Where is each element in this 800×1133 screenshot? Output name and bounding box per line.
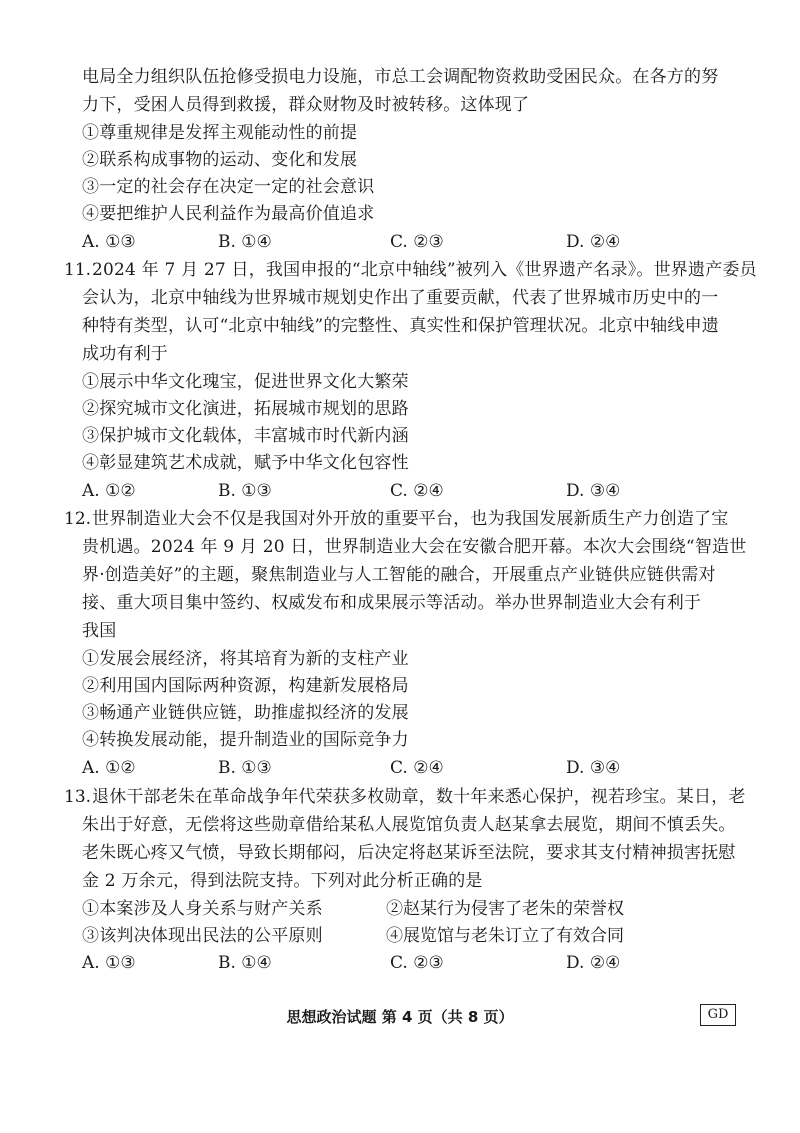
question-stem-line: 电局全力组织队伍抢修受损电力设施，市总工会调配物资救助受困民众。在各方的努 <box>82 67 719 87</box>
choice-b: B. ①④ <box>218 953 272 973</box>
question-stem-line: 金 2 万余元，得到法院支持。下列对此分析正确的是 <box>82 871 483 891</box>
choice-d: D. ②④ <box>566 232 621 252</box>
option-item: ④展览馆与老朱订立了有效合同 <box>386 926 624 946</box>
option-item: ①发展会展经济，将其培育为新的支柱产业 <box>82 649 409 669</box>
choice-b: B. ①④ <box>218 232 272 252</box>
option-item: ②联系构成事物的运动、变化和发展 <box>82 150 358 170</box>
option-item: ①本案涉及人身关系与财产关系 <box>82 899 323 919</box>
option-item: ④要把维护人民利益作为最高价值追求 <box>82 204 375 224</box>
choice-a: A. ①② <box>82 758 136 778</box>
question-stem-line: 成功有利于 <box>82 344 168 364</box>
option-item: ③一定的社会存在决定一定的社会意识 <box>82 177 375 197</box>
question-stem-line: 接、重大项目集中签约、权威发布和成果展示等活动。举办世界制造业大会有利于 <box>82 593 702 613</box>
question-stem-line: 界·创造美好”的主题，聚焦制造业与人工智能的融合，开展重点产业链供应链供需对 <box>82 565 716 585</box>
question-stem-line: 世界制造业大会不仅是我国对外开放的重要平台，也为我国发展新质生产力创造了宝 <box>92 509 729 529</box>
choice-c: C. ②④ <box>390 481 444 501</box>
question-stem-line: 贵机遇。2024 年 9 月 20 日，世界制造业大会在安徽合肥开幕。本次大会围绕“智造世 <box>82 537 747 557</box>
option-item: ③畅通产业链供应链，助推虚拟经济的发展 <box>82 703 409 723</box>
choice-c: C. ②③ <box>390 232 444 252</box>
question-stem-line: 会认为，北京中轴线为世界城市规划史作出了重要贡献，代表了世界城市历史中的一 <box>82 288 719 308</box>
question-number: 11. <box>64 260 92 280</box>
question-stem-line: 力下，受困人员得到救援，群众财物及时被转移。这体现了 <box>82 95 530 115</box>
option-item: ①展示中华文化瑰宝，促进世界文化大繁荣 <box>82 372 409 392</box>
question-number: 12. <box>64 509 92 529</box>
answer-choices <box>82 229 762 255</box>
choice-b: B. ①③ <box>218 481 272 501</box>
region-badge: GD <box>700 1004 736 1026</box>
choice-d: D. ③④ <box>566 758 621 778</box>
answer-choices <box>82 950 762 976</box>
option-item: ③该判决体现出民法的公平原则 <box>82 926 323 946</box>
option-item: ④转换发展动能，提升制造业的国际竞争力 <box>82 730 409 750</box>
question-stem-line: 种特有类型，认可“北京中轴线”的完整性、真实性和保护管理状况。北京中轴线申遗 <box>82 316 719 336</box>
answer-choices <box>82 478 762 504</box>
question-stem-line: 退休干部老朱在革命战争年代荣获多枚勋章，数十年来悉心保护，视若珍宝。某日，老 <box>92 787 746 807</box>
question-stem-line: 朱出于好意，无偿将这些勋章借给某私人展览馆负责人赵某拿去展览，期间不慎丢失。 <box>82 815 736 835</box>
choice-d: D. ③④ <box>566 481 621 501</box>
option-item: ②赵某行为侵害了老朱的荣誉权 <box>386 899 624 919</box>
option-item: ①尊重规律是发挥主观能动性的前提 <box>82 123 358 143</box>
option-item: ③保护城市文化载体，丰富城市时代新内涵 <box>82 426 409 446</box>
option-item: ④彰显建筑艺术成就，赋予中华文化包容性 <box>82 453 409 473</box>
answer-choices <box>82 755 762 781</box>
choice-c: C. ②③ <box>390 953 444 973</box>
choice-d: D. ②④ <box>566 953 621 973</box>
question-stem-line: 我国 <box>82 621 117 641</box>
choice-b: B. ①③ <box>218 758 272 778</box>
question-stem-line: 老朱既心疼又气愤，导致长期郁闷，后决定将赵某诉至法院，要求其支付精神损害抚慰 <box>82 843 736 863</box>
option-item: ②利用国内国际两种资源，构建新发展格局 <box>82 676 409 696</box>
choice-a: A. ①② <box>82 481 136 501</box>
question-stem-line: 2024 年 7 月 27 日，我国申报的“北京中轴线”被列入《世界遗产名录》。世界遗产委员 <box>92 260 757 280</box>
question-number: 13. <box>64 787 92 807</box>
choice-a: A. ①③ <box>82 232 136 252</box>
option-item: ②探究城市文化演进，拓展城市规划的思路 <box>82 399 409 419</box>
choice-a: A. ①③ <box>82 953 136 973</box>
choice-c: C. ②④ <box>390 758 444 778</box>
page-footer: 思想政治试题 第 4 页（共 8 页） <box>286 1008 514 1026</box>
